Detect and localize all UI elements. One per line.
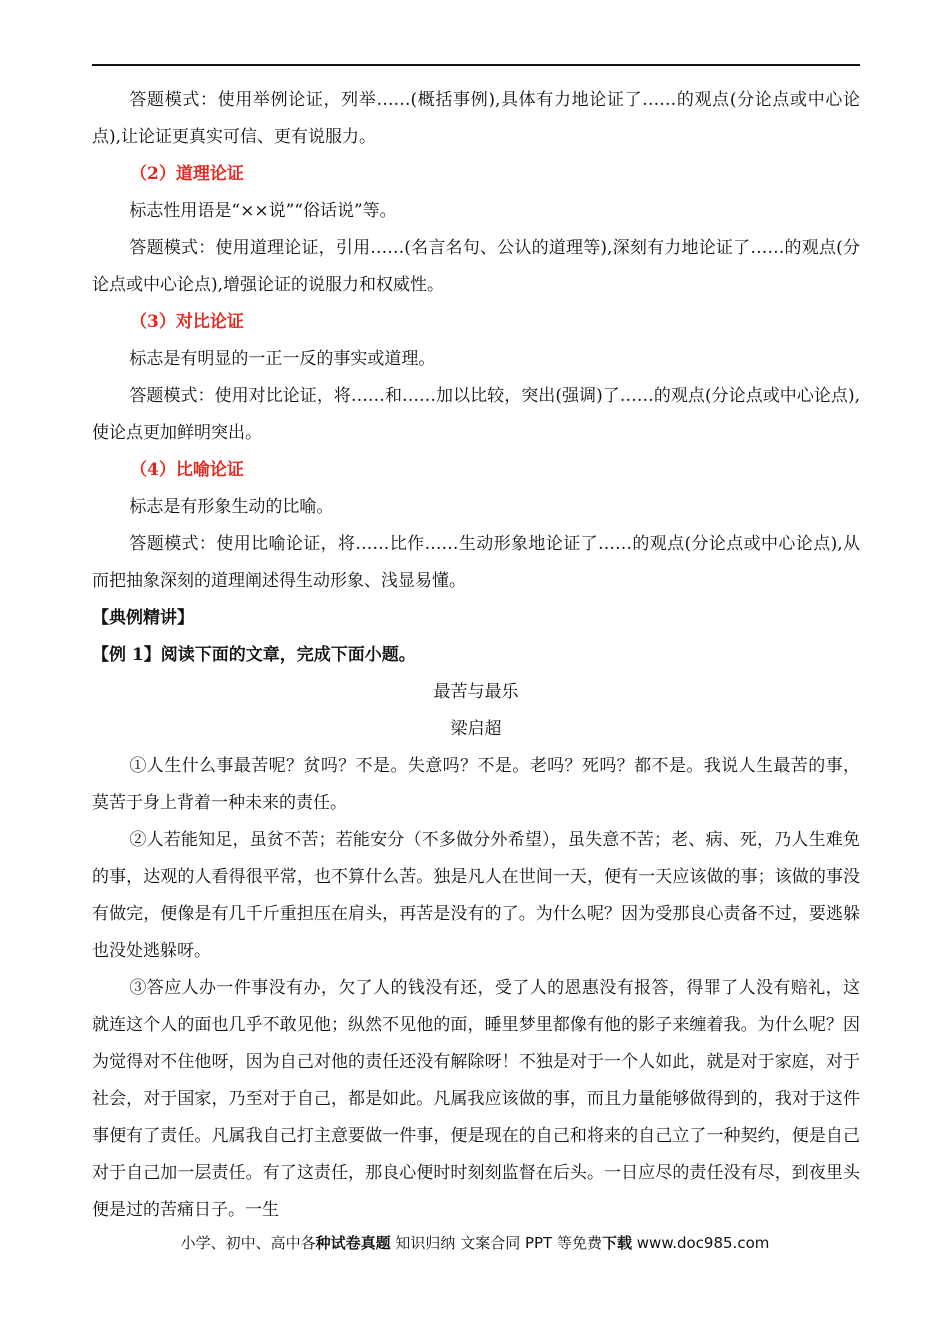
article-author: 梁启超 [450,719,502,739]
article-paragraph-2: ②人若能知足，虽贫不苦；若能安分（不多做分外希望），虽失意不苦；老、病、死，乃人生难免的事，达观的人看得很平常，也不算什么苦。独是凡人在世间一天，便有一天应该做的事；该做的事没有做完，便像是有几千斤重担压在肩头，再苦是没有的了。为什么呢？因为受那良心责备不过，要逃躲也没处逃躲呀。 [92,830,860,961]
paragraph-reasoning-marker: 标志性用语是“××说”“俗话说”等。 [129,201,397,221]
footer-banner [0,1232,950,1253]
paragraph-example-answer-pattern: 答题模式：使用举例论证，列举……(概括事例),具体有力地论证了……的观点(分论点或中心论点),让论证更真实可信、更有说服力。 [92,90,860,147]
article-paragraph-3: ③答应人办一件事没有办，欠了人的钱没有还，受了人的恩惠没有报答，得罪了人没有赔礼，这就连这个人的面也几乎不敢见他；纵然不见他的面，睡里梦里都像有他的影子来缠着我。为什么呢？因为觉得对不住他呀，因为自己对他的责任还没有解除呀！不独是对于一个人如此，就是对于家庭，对于社会，对于国家，乃至对于自己，都是如此。凡属我应该做的事，而且力量能够做得到的，我对于这件事便有了责任。凡属我自己打主意要做一件事，便是现在的自己和将来的自己立了一种契约，便是自己对于自己加一层责任。有了这责任，那良心便时时刻刻监督在后头。一日应尽的责任没有尽，到夜里头便是过的苦痛日子。一生 [92,978,860,1220]
heading-reasoning-argument: （2）道理论证 [130,164,244,184]
footer-text-1: 小学、初中、高中各 [180,1234,316,1252]
footer-text-2: 种试卷真题 [315,1234,391,1252]
article-title: 最苦与最乐 [433,682,519,702]
footer-text-3: 知识归纳 [390,1234,461,1252]
paragraph-contrast-answer-pattern: 答题模式：使用对比论证，将……和……加以比较，突出(强调)了……的观点(分论点或中心论点),使论点更加鲜明突出。 [92,386,860,443]
paragraph-metaphor-answer-pattern: 答题模式：使用比喻论证，将……比作……生动形象地论证了……的观点(分论点或中心论点),从而把抽象深刻的道理阐述得生动形象、浅显易懂。 [92,534,860,591]
example-1-instruction: 【例 1】阅读下面的文章，完成下面小题。 [92,645,416,665]
paragraph-contrast-marker: 标志是有明显的一正一反的事实或道理。 [129,349,436,369]
document-body [92,82,860,1229]
section-heading-examples: 【典例精讲】 [92,608,194,628]
footer-url-link[interactable]: www.doc985.com [632,1234,770,1252]
footer-text-5: 下载 [602,1234,633,1252]
header-rule [92,64,860,66]
article-paragraph-1: ①人生什么事最苦呢？贫吗？不是。失意吗？不是。老吗？死吗？都不是。我说人生最苦的事，莫苦于身上背着一种未来的责任。 [92,756,860,813]
footer-text-4: 文案合同 PPT 等免费 [460,1234,602,1252]
heading-contrast-argument: （3）对比论证 [130,312,244,332]
paragraph-reasoning-answer-pattern: 答题模式：使用道理论证，引用……(名言名句、公认的道理等),深刻有力地论证了……的观点(分论点或中心论点),增强论证的说服力和权威性。 [92,238,860,295]
heading-metaphor-argument: （4）比喻论证 [130,460,244,480]
paragraph-metaphor-marker: 标志是有形象生动的比喻。 [129,497,334,517]
